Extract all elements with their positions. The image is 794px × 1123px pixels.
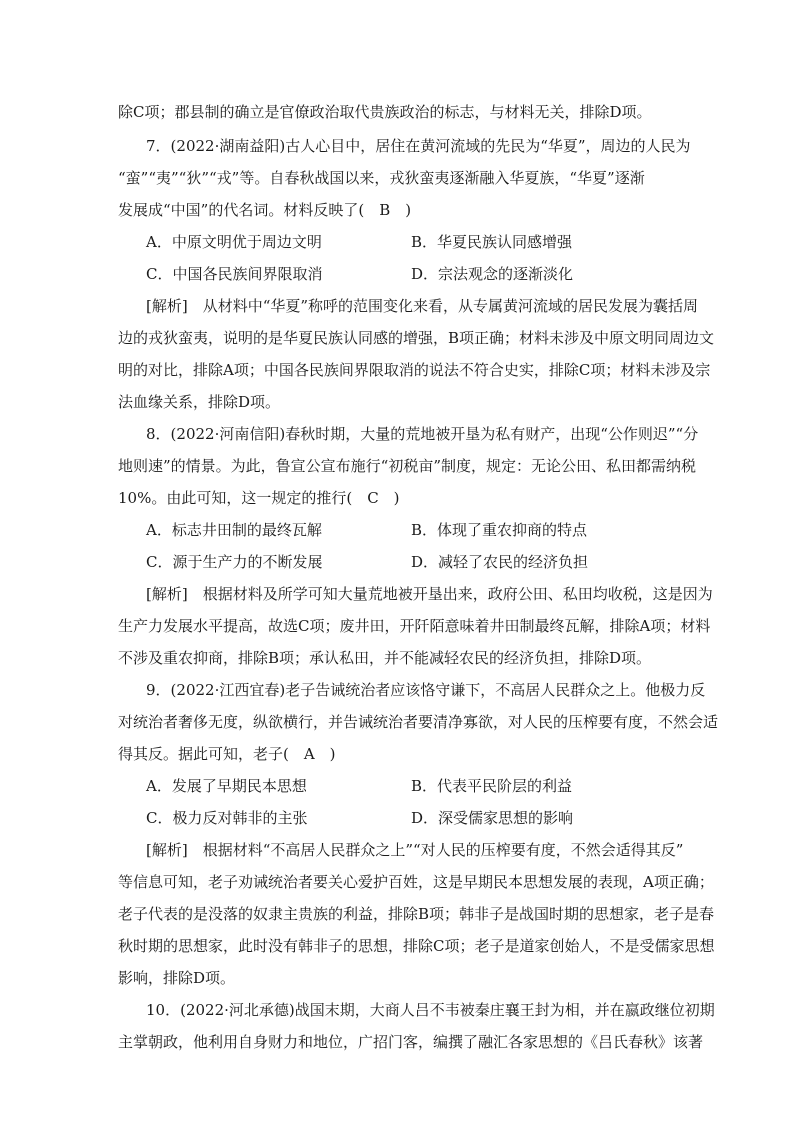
text-line: “蛮”“夷”“狄”“戎”等。自春秋战国以来，戎狄蛮夷逐渐融入华夏族，“华夏”逐渐 [118,169,645,187]
text-line: 10%。由此可知，这一规定的推行( C ) [118,489,400,507]
text-line: 生产力发展水平提高，故选C项；废井田，开阡陌意味着井田制最终瓦解，排除A项；材料 [118,617,711,635]
text-line: 秋时期的思想家，此时没有韩非子的思想，排除C项；老子是道家创始人，不是受儒家思想 [118,937,715,955]
option-a: A．中原文明优于周边文明 [146,233,322,251]
question-10-stem: 10．(2022·河北承德)战国末期，大商人吕不韦被秦庄襄王封为相，并在嬴政继位初期 [146,1001,715,1019]
option-row [146,552,706,572]
text-line: 影响，排除D项。 [118,969,236,987]
text-line: 不涉及重农抑商，排除B项；承认私田，并不能减轻农民的经济负担，排除D项。 [118,649,652,667]
text-line: 等信息可知，老子劝诫统治者要关心爱护百姓，这是早期民本思想发展的表现，A项正确； [118,873,714,891]
option-c: C．源于生产力的不断发展 [146,553,323,571]
option-c: C．极力反对韩非的主张 [146,809,308,827]
question-8-stem: 8．(2022·河南信阳)春秋时期，大量的荒地被开垦为私有财产，出现“公作则迟”“分 [146,425,699,443]
option-b: B．代表平民阶层的利益 [411,777,573,795]
option-a: A．发展了早期民本思想 [146,777,307,795]
option-b: B．体现了重农抑商的特点 [411,521,588,539]
option-row [146,520,706,540]
text-line: 得其反。据此可知，老子( A ) [118,745,336,763]
text-line: 边的戎狄蛮夷，说明的是华夏民族认同感的增强，B项正确；材料未涉及中原文明同周边文 [118,329,715,347]
text-line: 主掌朝政，他利用自身财力和地位，广招门客，编撰了融汇各家思想的《吕氏春秋》该著 [118,1033,704,1051]
text-line: 发展成“中国”的代名词。材料反映了( B ) [118,201,412,219]
option-d: D．宗法观念的逐渐淡化 [411,265,574,283]
text-line: 明的对比，排除A项；中国各民族间界限取消的说法不符合史实，排除C项；材料未涉及宗 [118,361,711,379]
text-line: 法血缘关系，排除D项。 [118,393,281,411]
analysis-7: [解析] 从材料中“华夏”称呼的范围变化来看，从专属黄河流域的居民发展为囊括周 [146,297,699,315]
option-c: C．中国各民族间界限取消 [146,265,323,283]
question-7-stem: 7．(2022·湖南益阳)古人心目中，居住在黄河流域的先民为“华夏”，周边的人民为 [146,137,691,155]
analysis-8: [解析] 根据材料及所学可知大量荒地被开垦出来，政府公田、私田均收税，这是因为 [146,585,713,603]
question-9-stem: 9．(2022·江西宜春)老子告诫统治者应该恪守谦下，不高居人民群众之上。他极力反 [146,681,706,699]
analysis-9: [解析] 根据材料“不高居人民群众之上”“对人民的压榨要有度，不然会适得其反” [146,841,684,859]
option-d: D．减轻了农民的经济负担 [411,553,589,571]
option-d: D．深受儒家思想的影响 [411,809,574,827]
text-line: 除C项；郡县制的确立是官僚政治取代贵族政治的标志，与材料无关，排除D项。 [118,103,652,121]
text-line: 对统治者奢侈无度，纵欲横行，并告诫统治者要清净寡欲，对人民的压榨要有度，不然会适 [118,713,719,731]
option-a: A．标志井田制的最终瓦解 [146,521,322,539]
option-row [146,264,706,284]
option-b: B．华夏民族认同感增强 [411,233,573,251]
text-line: 地则速”的情景。为此，鲁宣公宣布施行“初税亩”制度，规定：无论公田、私田都需纳税 [118,457,697,475]
option-row [146,776,706,796]
text-line: 老子代表的是没落的奴隶主贵族的利益，排除B项；韩非子是战国时期的思想家，老子是春 [118,905,715,923]
option-row [146,232,706,252]
option-row [146,808,706,828]
